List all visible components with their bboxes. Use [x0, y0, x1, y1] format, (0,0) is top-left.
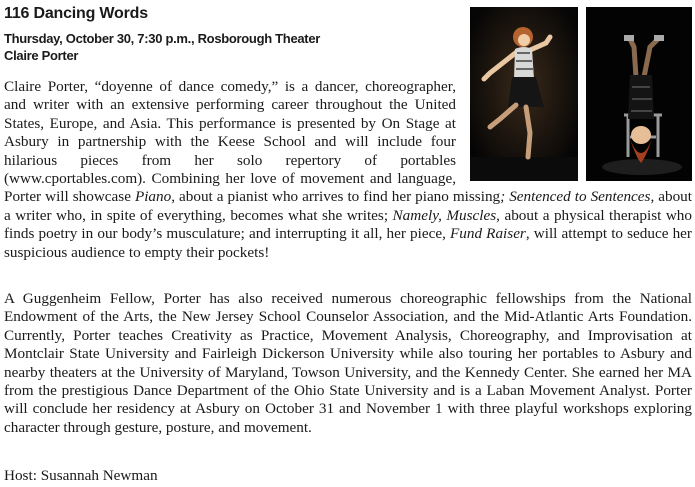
description-text: , about a physical therapist who finds poetry in our body’s musculature; and interrupting it all, her piece,: [4, 206, 692, 243]
work-title: Fund Raiser: [450, 225, 526, 243]
work-title: Namely, Muscles: [392, 206, 497, 224]
work-title: ; Sentenced to Sentences: [500, 188, 651, 206]
description-text: Claire Porter, “doyenne of dance comedy,” is a dancer, choreographer, and writer with an extensive performing career throughout the United States, Europe, and Asia. This performance is presented by On Stage at Asbury in partnership with the Keese School and will include four hilarious pieces from her solo repertory of portables (www.cportables.com). Combining her love of movement and language, Porter will showcase: [4, 78, 456, 206]
photo-spacer: [456, 78, 692, 184]
work-title: Piano: [134, 188, 172, 206]
description-paragraph-2: A Guggenheim Fellow, Porter has also received numerous choreographic fellowships from the National Endowment of the Arts, the New Jersey School Counselor Association, and the Mid-Atlantic Arts Foundation. Currently, Porter teaches Creativity as Practice, Movement Analysis, Choreography, and Improvisation at Montclair State University and Fairleigh Dickerson University while also touring her portables to Asbury and nearby theaters at the University of Maryland, Towson University, and the Kennedy Center. She earned her MA from the prestigious Dance Department of the Ohio State University and is a Laban Movement Analyst. Porter will conclude her residency at Asbury on October 31 and November 1 with three playful workshops exploring character through gesture, posture, and movement.: [4, 290, 692, 436]
host-credit: Host: Susannah Newman: [4, 467, 158, 484]
event-datetime-venue: Thursday, October 30, 7:30 p.m., Rosborough Theater: [4, 31, 321, 46]
event-title: 116 Dancing Words: [4, 5, 148, 22]
description-text: , about a pianist who arrives to find her piano missing: [171, 188, 501, 206]
description-text: , will attempt to seduce her suspicious audience to empty their pockets!: [4, 225, 692, 261]
event-performer: Claire Porter: [4, 48, 79, 63]
description-paragraph-1: [4, 78, 692, 262]
description-text: , about a writer who, in spite of everything, becomes what she writes;: [4, 188, 692, 224]
